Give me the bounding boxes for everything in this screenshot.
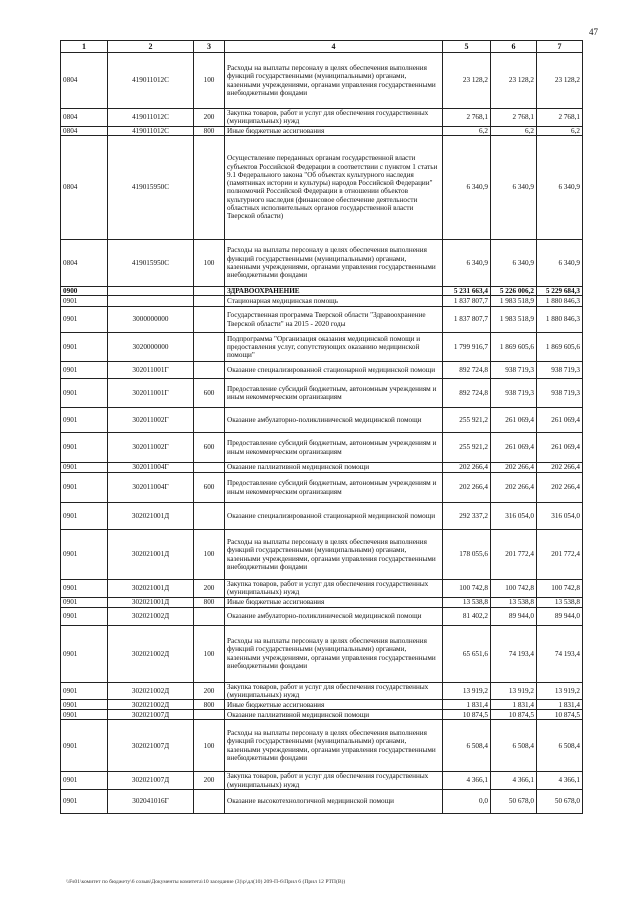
table-row	[61, 580, 583, 598]
description-cell: Оказание амбулаторно-поликлинической медицинской помощи	[225, 607, 443, 625]
expense-type-cell	[194, 607, 225, 625]
expense-type-cell	[194, 333, 225, 362]
section-code-cell: 0901	[61, 307, 108, 333]
expense-type-cell: 600	[194, 379, 225, 408]
section-code-cell: 0901	[61, 333, 108, 362]
amount-year1-cell: 4 366,1	[443, 772, 491, 790]
amount-year3-cell: 13 919,2	[537, 682, 583, 700]
section-code-cell: 0901	[61, 503, 108, 530]
description-cell: Расходы на выплаты персоналу в целях обеспечения выполнения функций государственными (муниципальными) органами, казенными учреждениями, органами управления государственными внебюджетными фондами	[225, 625, 443, 682]
table-row	[61, 789, 583, 813]
amount-year2-cell: 13 919,2	[491, 682, 537, 700]
table-row	[61, 286, 583, 295]
table-row	[61, 682, 583, 700]
table-row	[61, 772, 583, 790]
page-number: 47	[589, 27, 598, 37]
expense-type-cell	[194, 362, 225, 379]
target-code-cell	[108, 296, 194, 307]
table-row	[61, 362, 583, 379]
amount-year2-cell: 1 831,4	[491, 700, 537, 710]
description-cell: Осуществление переданных органам государственной власти субъектов Российской Федерации в соответствии с пунктом 1 статьи 9.1 Федерального закона "Об объектах культурного наследия (памятниках истории и культуры) народов Российской Федерации" полномочий Российской Федерации в отношении объектов культурного наследия (финансовое обеспечение деятельности областных исполнительных органов государственной власти Тверской области)	[225, 135, 443, 239]
section-code-cell: 0901	[61, 710, 108, 720]
section-code-cell: 0901	[61, 530, 108, 580]
description-cell: Оказание специализированной стационарной медицинской помощи	[225, 503, 443, 530]
amount-year2-cell: 1 869 605,6	[491, 333, 537, 362]
expense-type-cell: 800	[194, 700, 225, 710]
section-code-cell: 0804	[61, 53, 108, 109]
table-row	[61, 433, 583, 463]
description-cell: Расходы на выплаты персоналу в целях обеспечения выполнения функций государственными (муниципальными) органами, казенными учреждениями, органами управления государственными внебюджетными фондами	[225, 530, 443, 580]
section-code-cell: 0901	[61, 720, 108, 772]
amount-year2-cell: 201 772,4	[491, 530, 537, 580]
amount-year1-cell: 13 538,8	[443, 597, 491, 607]
section-code-cell: 0804	[61, 109, 108, 127]
amount-year2-cell: 10 874,5	[491, 710, 537, 720]
table-row	[61, 720, 583, 772]
description-cell: Подпрограмма "Организация оказания медицинской помощи и предоставления услуг, сопутствующих оказанию медицинской помощи"	[225, 333, 443, 362]
target-code-cell: 302021001Д	[108, 580, 194, 598]
section-code-cell: 0900	[61, 286, 108, 295]
expense-type-cell: 100	[194, 530, 225, 580]
target-code-cell: 302021007Д	[108, 710, 194, 720]
section-code-cell: 0901	[61, 296, 108, 307]
amount-year2-cell: 261 069,4	[491, 433, 537, 463]
amount-year1-cell: 23 128,2	[443, 53, 491, 109]
table-row	[61, 625, 583, 682]
amount-year3-cell: 1 880 846,3	[537, 307, 583, 333]
amount-year1-cell: 100 742,8	[443, 580, 491, 598]
description-cell: ЗДРАВООХРАНЕНИЕ	[225, 286, 443, 295]
target-code-cell: 419015950С	[108, 239, 194, 286]
amount-year1-cell: 292 337,2	[443, 503, 491, 530]
expense-type-cell	[194, 307, 225, 333]
amount-year2-cell: 938 719,3	[491, 379, 537, 408]
description-cell: Предоставление субсидий бюджетным, автономным учреждениям и иным некоммерческим организациям	[225, 473, 443, 503]
expense-type-cell	[194, 789, 225, 813]
target-code-cell: 302011002Г	[108, 408, 194, 433]
amount-year1-cell: 5 231 663,4	[443, 286, 491, 295]
amount-year3-cell: 13 538,8	[537, 597, 583, 607]
header-cell: 5	[443, 41, 491, 53]
expense-type-cell: 800	[194, 597, 225, 607]
amount-year1-cell: 202 266,4	[443, 473, 491, 503]
target-code-cell: 3020000000	[108, 333, 194, 362]
expense-type-cell	[194, 503, 225, 530]
amount-year2-cell: 938 719,3	[491, 362, 537, 379]
amount-year3-cell: 50 678,0	[537, 789, 583, 813]
target-code-cell: 302021001Д	[108, 503, 194, 530]
budget-table	[60, 40, 583, 814]
section-code-cell: 0804	[61, 135, 108, 239]
table-row	[61, 408, 583, 433]
amount-year2-cell: 100 742,8	[491, 580, 537, 598]
section-code-cell: 0901	[61, 463, 108, 473]
table-row	[61, 53, 583, 109]
amount-year3-cell: 1 880 846,3	[537, 296, 583, 307]
description-cell: Иные бюджетные ассигнования	[225, 597, 443, 607]
description-cell: Оказание специализированной стационарной медицинской помощи	[225, 362, 443, 379]
amount-year3-cell: 1 831,4	[537, 700, 583, 710]
target-code-cell: 419011012С	[108, 109, 194, 127]
amount-year3-cell: 2 768,1	[537, 109, 583, 127]
amount-year3-cell: 316 054,0	[537, 503, 583, 530]
amount-year1-cell: 2 768,1	[443, 109, 491, 127]
expense-type-cell: 100	[194, 625, 225, 682]
section-code-cell: 0804	[61, 126, 108, 135]
expense-type-cell: 100	[194, 239, 225, 286]
expense-type-cell: 100	[194, 720, 225, 772]
expense-type-cell: 200	[194, 682, 225, 700]
amount-year2-cell: 50 678,0	[491, 789, 537, 813]
expense-type-cell	[194, 408, 225, 433]
section-code-cell: 0901	[61, 682, 108, 700]
table-row	[61, 463, 583, 473]
table-row	[61, 530, 583, 580]
amount-year1-cell: 6 340,9	[443, 239, 491, 286]
target-code-cell: 419011012С	[108, 53, 194, 109]
description-cell: Оказание амбулаторно-поликлинической медицинской помощи	[225, 408, 443, 433]
amount-year3-cell: 938 719,3	[537, 362, 583, 379]
expense-type-cell: 200	[194, 580, 225, 598]
amount-year3-cell: 4 366,1	[537, 772, 583, 790]
expense-type-cell	[194, 463, 225, 473]
amount-year1-cell: 81 402,2	[443, 607, 491, 625]
expense-type-cell: 800	[194, 126, 225, 135]
header-cell: 3	[194, 41, 225, 53]
target-code-cell: 302021007Д	[108, 772, 194, 790]
amount-year2-cell: 74 193,4	[491, 625, 537, 682]
target-code-cell: 302011001Г	[108, 379, 194, 408]
description-cell: Государственная программа Тверской области "Здравоохранение Тверской области" на 2015 - 2020 годы	[225, 307, 443, 333]
amount-year2-cell: 89 944,0	[491, 607, 537, 625]
amount-year1-cell: 1 837 807,7	[443, 296, 491, 307]
target-code-cell: 302021002Д	[108, 625, 194, 682]
table-row	[61, 307, 583, 333]
header-cell: 1	[61, 41, 108, 53]
expense-type-cell	[194, 135, 225, 239]
table-row	[61, 710, 583, 720]
target-code-cell: 419015950С	[108, 135, 194, 239]
expense-type-cell: 200	[194, 109, 225, 127]
target-code-cell: 302011001Г	[108, 362, 194, 379]
description-cell: Иные бюджетные ассигнования	[225, 126, 443, 135]
table-row	[61, 296, 583, 307]
amount-year1-cell: 6 508,4	[443, 720, 491, 772]
amount-year1-cell: 13 919,2	[443, 682, 491, 700]
amount-year2-cell: 13 538,8	[491, 597, 537, 607]
amount-year1-cell: 1 837 807,7	[443, 307, 491, 333]
section-code-cell: 0901	[61, 379, 108, 408]
target-code-cell: 419011012С	[108, 126, 194, 135]
table-row	[61, 135, 583, 239]
section-code-cell: 0804	[61, 239, 108, 286]
target-code-cell: 302011002Г	[108, 433, 194, 463]
table-row	[61, 109, 583, 127]
section-code-cell: 0901	[61, 408, 108, 433]
header-cell: 7	[537, 41, 583, 53]
table-row	[61, 503, 583, 530]
table-row	[61, 607, 583, 625]
expense-type-cell	[194, 296, 225, 307]
amount-year3-cell: 261 069,4	[537, 433, 583, 463]
amount-year3-cell: 1 869 605,6	[537, 333, 583, 362]
table-row	[61, 379, 583, 408]
table-row	[61, 239, 583, 286]
amount-year3-cell: 89 944,0	[537, 607, 583, 625]
amount-year3-cell: 23 128,2	[537, 53, 583, 109]
amount-year3-cell: 6 340,9	[537, 239, 583, 286]
amount-year1-cell: 892 724,8	[443, 362, 491, 379]
target-code-cell: 3000000000	[108, 307, 194, 333]
amount-year1-cell: 0,0	[443, 789, 491, 813]
target-code-cell: 302021007Д	[108, 720, 194, 772]
amount-year1-cell: 6 340,9	[443, 135, 491, 239]
expense-type-cell	[194, 286, 225, 295]
target-code-cell: 302021002Д	[108, 607, 194, 625]
amount-year2-cell: 261 069,4	[491, 408, 537, 433]
table-row	[61, 597, 583, 607]
section-code-cell: 0901	[61, 473, 108, 503]
description-cell: Предоставление субсидий бюджетным, автономным учреждениям и иным некоммерческим организациям	[225, 433, 443, 463]
amount-year1-cell: 178 055,6	[443, 530, 491, 580]
amount-year1-cell: 10 874,5	[443, 710, 491, 720]
table-row	[61, 473, 583, 503]
amount-year3-cell: 74 193,4	[537, 625, 583, 682]
section-code-cell: 0901	[61, 789, 108, 813]
table-row	[61, 126, 583, 135]
amount-year3-cell: 6,2	[537, 126, 583, 135]
description-cell: Закупка товаров, работ и услуг для обеспечения государственных (муниципальных) нужд	[225, 772, 443, 790]
amount-year2-cell: 316 054,0	[491, 503, 537, 530]
amount-year2-cell: 6 508,4	[491, 720, 537, 772]
table-header-row	[61, 41, 583, 53]
amount-year2-cell: 5 226 006,2	[491, 286, 537, 295]
section-code-cell: 0901	[61, 597, 108, 607]
description-cell: Оказание высокотехнологичной медицинской помощи	[225, 789, 443, 813]
description-cell: Расходы на выплаты персоналу в целях обеспечения выполнения функций государственными (муниципальными) органами, казенными учреждениями, органами управления государственными внебюджетными фондами	[225, 239, 443, 286]
section-code-cell: 0901	[61, 625, 108, 682]
description-cell: Расходы на выплаты персоналу в целях обеспечения выполнения функций государственными (муниципальными) органами, казенными учреждениями, органами управления государственными внебюджетными фондами	[225, 53, 443, 109]
header-cell: 2	[108, 41, 194, 53]
description-cell: Иные бюджетные ассигнования	[225, 700, 443, 710]
amount-year3-cell: 201 772,4	[537, 530, 583, 580]
amount-year2-cell: 6,2	[491, 126, 537, 135]
amount-year3-cell: 6 340,9	[537, 135, 583, 239]
description-cell: Стационарная медицинская помощь	[225, 296, 443, 307]
target-code-cell: 302021001Д	[108, 530, 194, 580]
target-code-cell: 302021002Д	[108, 682, 194, 700]
description-cell: Закупка товаров, работ и услуг для обеспечения государственных (муниципальных) нужд	[225, 682, 443, 700]
description-cell: Закупка товаров, работ и услуг для обеспечения государственных (муниципальных) нужд	[225, 109, 443, 127]
amount-year2-cell: 6 340,9	[491, 135, 537, 239]
amount-year3-cell: 938 719,3	[537, 379, 583, 408]
amount-year3-cell: 261 069,4	[537, 408, 583, 433]
amount-year2-cell: 4 366,1	[491, 772, 537, 790]
amount-year2-cell: 23 128,2	[491, 53, 537, 109]
section-code-cell: 0901	[61, 772, 108, 790]
amount-year2-cell: 6 340,9	[491, 239, 537, 286]
amount-year3-cell: 10 874,5	[537, 710, 583, 720]
amount-year1-cell: 1 799 916,7	[443, 333, 491, 362]
amount-year1-cell: 255 921,2	[443, 408, 491, 433]
amount-year1-cell: 202 266,4	[443, 463, 491, 473]
section-code-cell: 0901	[61, 580, 108, 598]
header-cell: 6	[491, 41, 537, 53]
target-code-cell	[108, 286, 194, 295]
description-cell: Предоставление субсидий бюджетным, автономным учреждениям и иным некоммерческим организациям	[225, 379, 443, 408]
amount-year3-cell: 6 508,4	[537, 720, 583, 772]
amount-year1-cell: 6,2	[443, 126, 491, 135]
amount-year1-cell: 892 724,8	[443, 379, 491, 408]
expense-type-cell: 600	[194, 473, 225, 503]
table-row	[61, 333, 583, 362]
amount-year3-cell: 202 266,4	[537, 463, 583, 473]
section-code-cell: 0901	[61, 607, 108, 625]
header-cell: 4	[225, 41, 443, 53]
amount-year1-cell: 1 831,4	[443, 700, 491, 710]
section-code-cell: 0901	[61, 433, 108, 463]
amount-year2-cell: 202 266,4	[491, 463, 537, 473]
amount-year2-cell: 2 768,1	[491, 109, 537, 127]
description-cell: Оказание паллиативной медицинской помощи	[225, 463, 443, 473]
section-code-cell: 0901	[61, 700, 108, 710]
amount-year1-cell: 255 921,2	[443, 433, 491, 463]
table-row	[61, 700, 583, 710]
target-code-cell: 302021001Д	[108, 597, 194, 607]
amount-year1-cell: 65 651,6	[443, 625, 491, 682]
expense-type-cell: 100	[194, 53, 225, 109]
section-code-cell: 0901	[61, 362, 108, 379]
amount-year2-cell: 202 266,4	[491, 473, 537, 503]
description-cell: Оказание паллиативной медицинской помощи	[225, 710, 443, 720]
expense-type-cell	[194, 710, 225, 720]
description-cell: Расходы на выплаты персоналу в целях обеспечения выполнения функций государственными (муниципальными) органами, казенными учреждениями, органами управления государственными внебюджетными фондами	[225, 720, 443, 772]
expense-type-cell: 200	[194, 772, 225, 790]
amount-year3-cell: 100 742,8	[537, 580, 583, 598]
file-path-footer: \\Fs01\комитет по бюджету\6 созыв\Документы комитета\10 заседание (3)\р\дл(10) 209-П-6\Прил 6 (Прил 12 РТП(В))	[66, 879, 346, 885]
target-code-cell: 302041016Г	[108, 789, 194, 813]
amount-year2-cell: 1 983 518,9	[491, 307, 537, 333]
target-code-cell: 302021002Д	[108, 700, 194, 710]
amount-year3-cell: 202 266,4	[537, 473, 583, 503]
expense-type-cell: 600	[194, 433, 225, 463]
amount-year2-cell: 1 983 518,9	[491, 296, 537, 307]
target-code-cell: 302011004Г	[108, 473, 194, 503]
description-cell: Закупка товаров, работ и услуг для обеспечения государственных (муниципальных) нужд	[225, 580, 443, 598]
amount-year3-cell: 5 229 684,3	[537, 286, 583, 295]
target-code-cell: 302011004Г	[108, 463, 194, 473]
